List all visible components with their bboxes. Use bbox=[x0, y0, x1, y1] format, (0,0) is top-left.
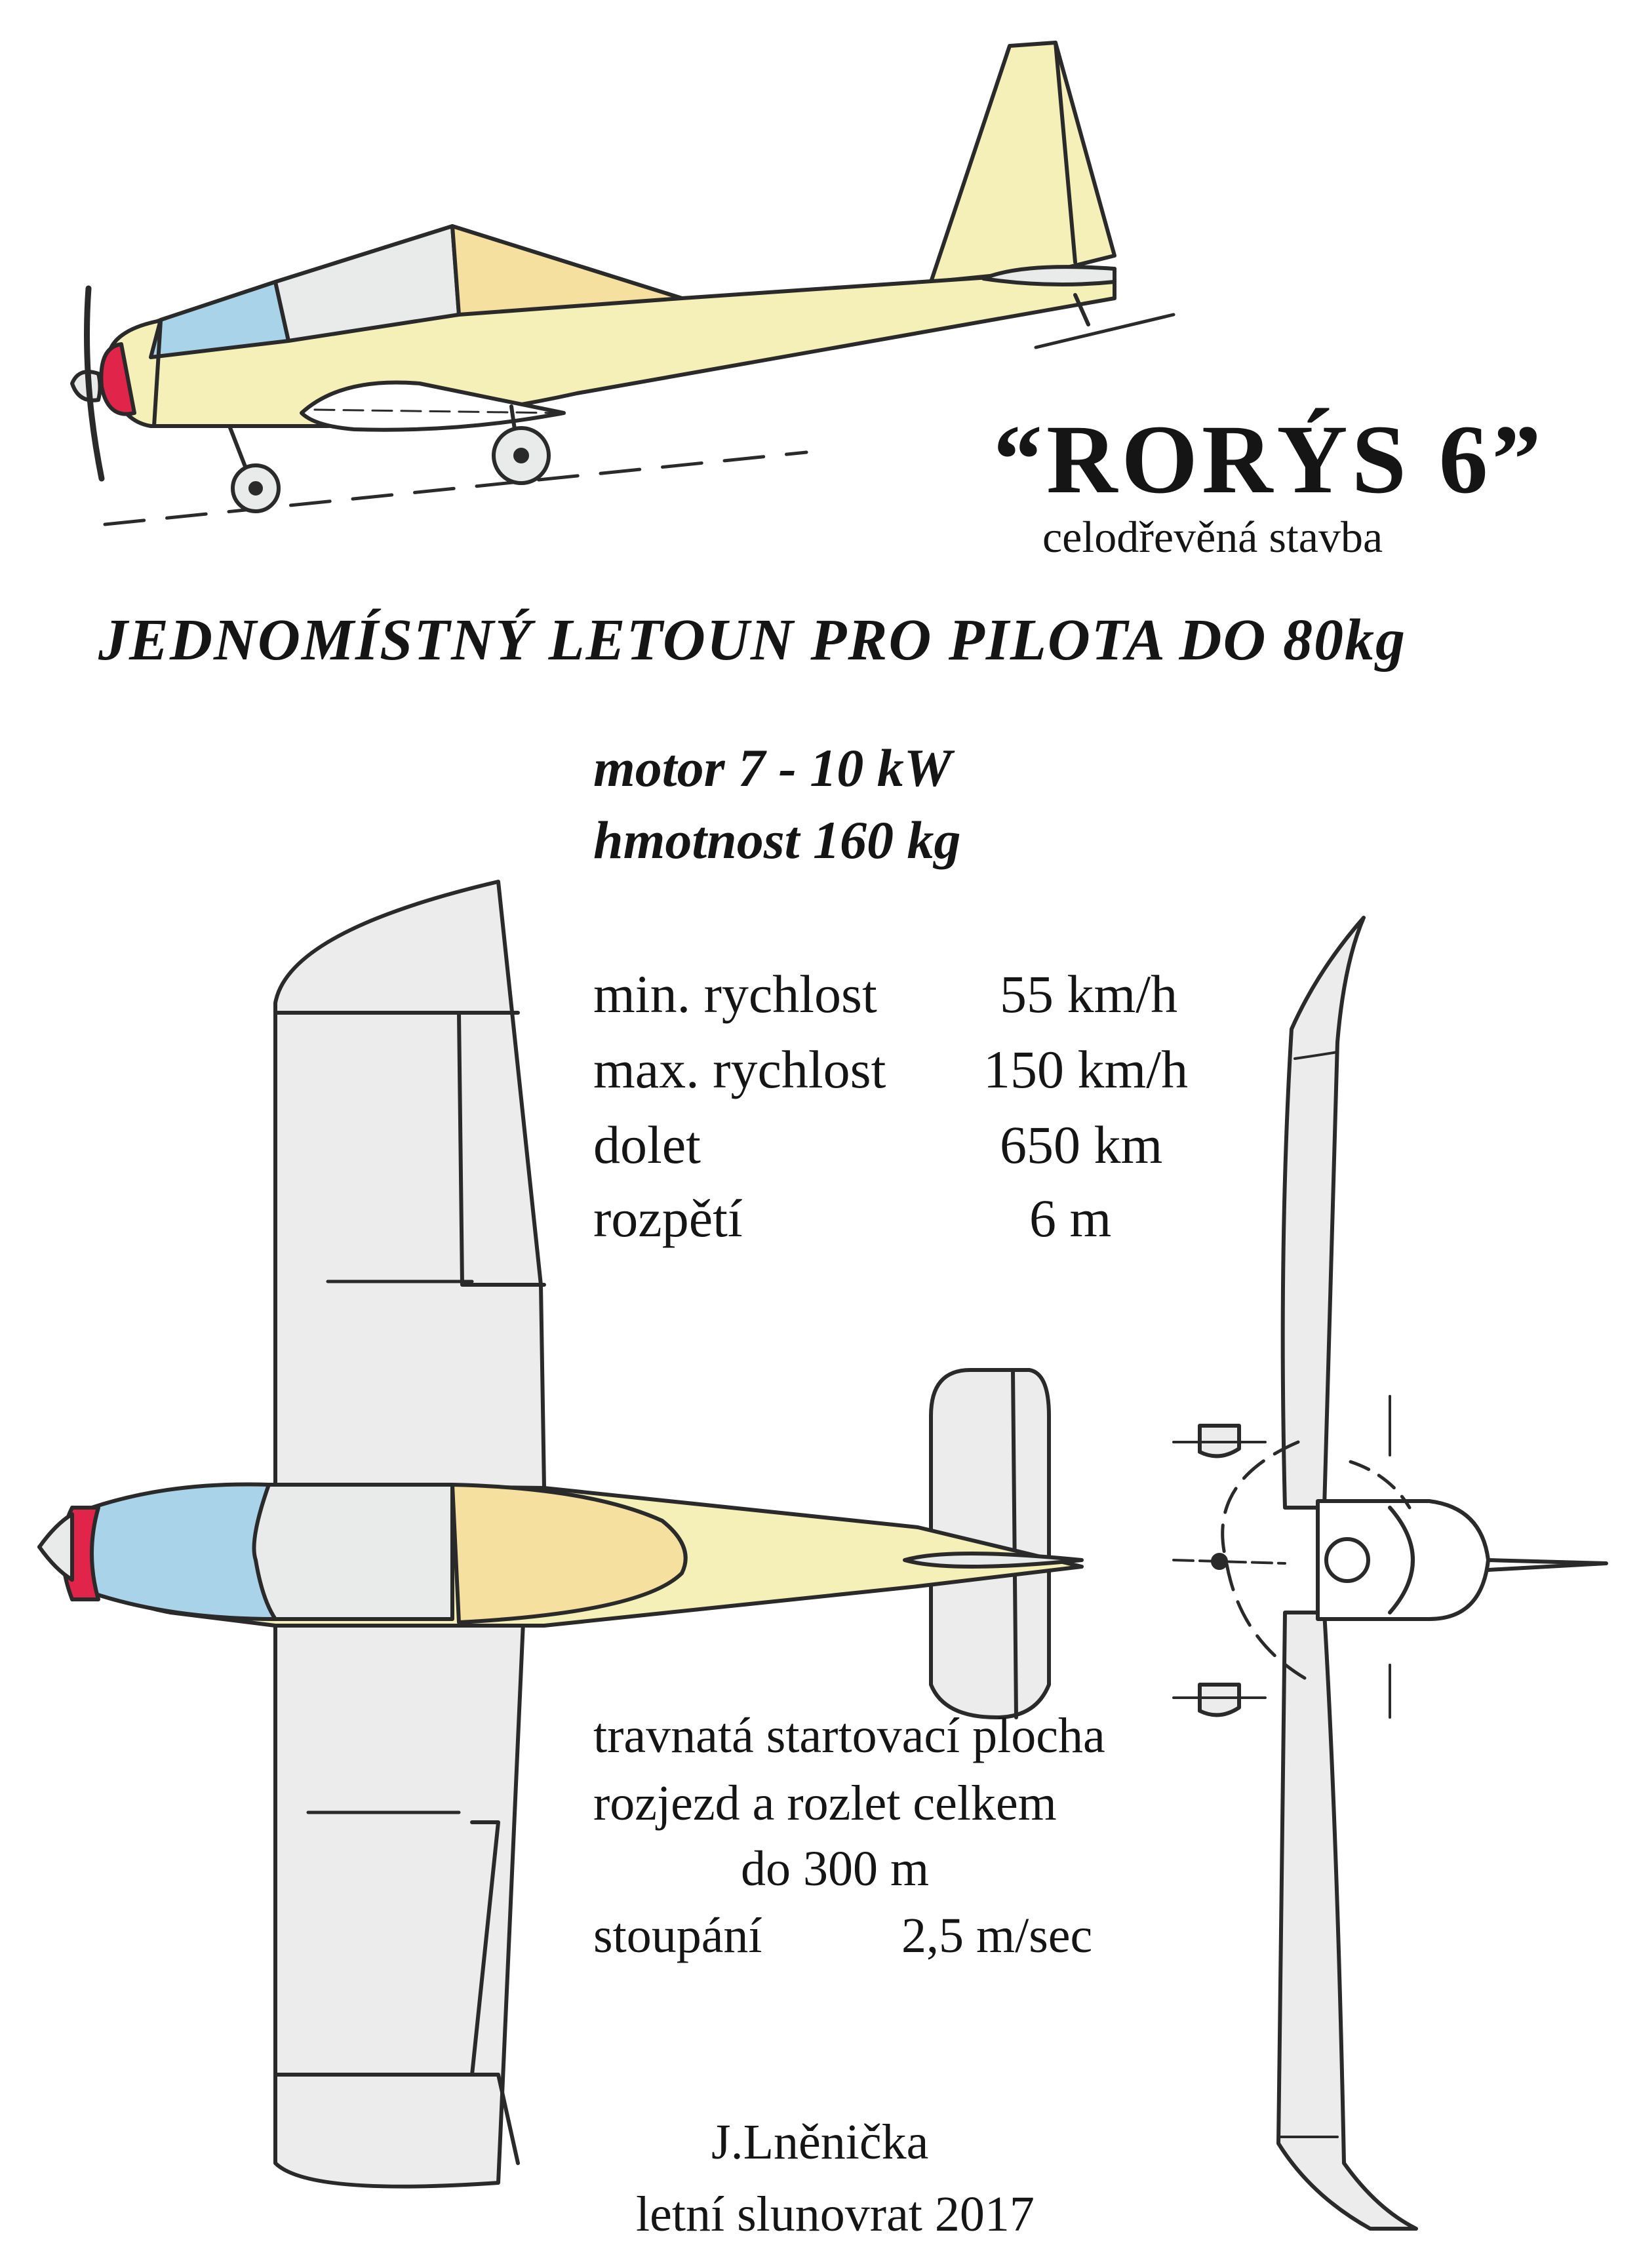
takeoff-line: rozjezd a rozlet celkem bbox=[593, 1776, 1057, 1831]
climb-label: stoupání bbox=[593, 1908, 762, 1963]
climb-value: 2,5 m/sec bbox=[901, 1908, 1093, 1963]
spec-label: min. rychlost bbox=[593, 964, 877, 1024]
spec-label: dolet bbox=[593, 1115, 701, 1175]
front-view bbox=[1174, 918, 1606, 2229]
date: letní slunovrat 2017 bbox=[636, 2187, 1035, 2242]
page-title: “RORÝS 6” bbox=[993, 405, 1545, 514]
spec-label: rozpětí bbox=[593, 1188, 743, 1248]
top-view bbox=[39, 882, 1082, 2187]
spec-value: 150 km/h bbox=[983, 1040, 1189, 1099]
spec-value: 55 km/h bbox=[1000, 964, 1178, 1024]
author: J.Lněnička bbox=[711, 2115, 929, 2170]
spec-label: max. rychlost bbox=[593, 1040, 886, 1099]
engine-spec: motor 7 - 10 kW bbox=[593, 738, 952, 798]
takeoff-line: travnatá startovací plocha bbox=[593, 1708, 1105, 1763]
takeoff-line: do 300 m bbox=[741, 1841, 930, 1896]
spec-value: 650 km bbox=[1000, 1115, 1163, 1175]
spec-value: 6 m bbox=[1029, 1188, 1112, 1248]
headline: JEDNOMÍSTNÝ LETOUN PRO PILOTA DO 80kg bbox=[98, 608, 1406, 673]
page-subtitle: celodřevěná stavba bbox=[1042, 512, 1383, 562]
mass-spec: hmotnost 160 kg bbox=[593, 810, 961, 870]
